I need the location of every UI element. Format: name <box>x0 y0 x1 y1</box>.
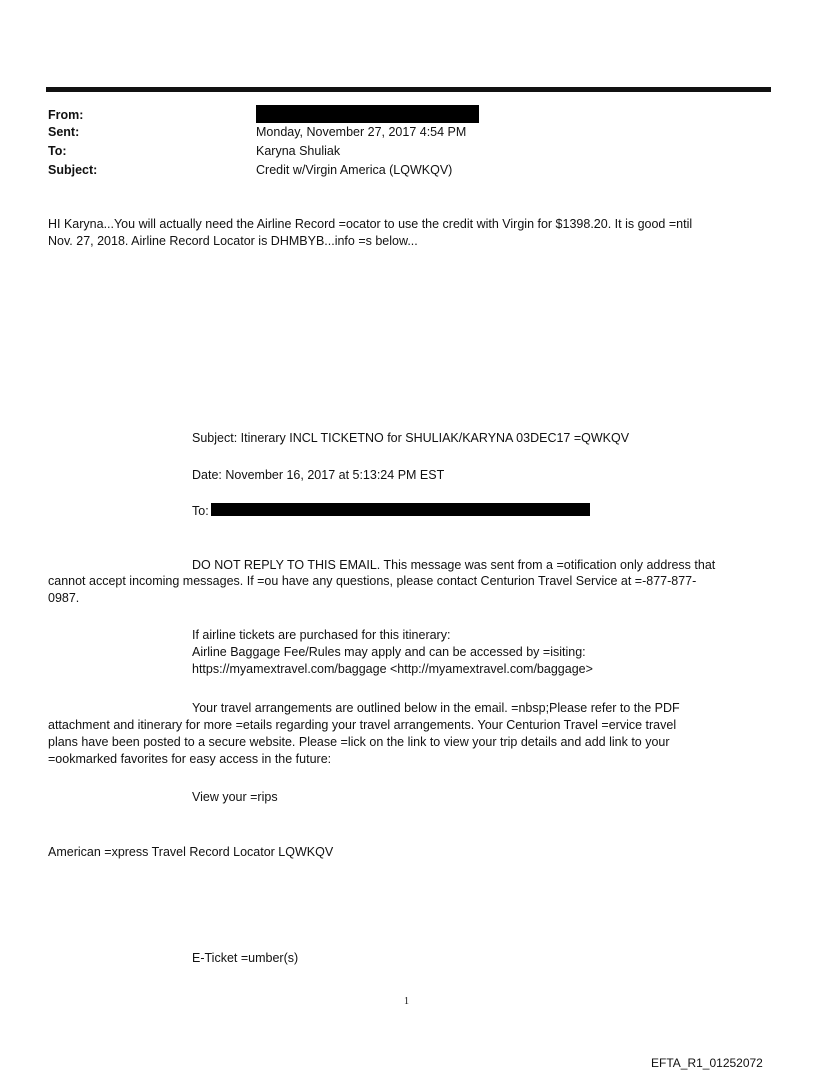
noreply-line-3: 0987. <box>48 591 80 605</box>
forwarded-to-label: To: <box>192 504 209 518</box>
redacted-sender <box>256 105 479 123</box>
noreply-line-1: DO NOT REPLY TO THIS EMAIL. This message was sent from a =otification only address that <box>192 558 716 572</box>
to-label: To: <box>48 144 67 158</box>
baggage-line-3: https://myamextravel.com/baggage <http://myamextravel.com/baggage> <box>192 662 593 676</box>
baggage-line-1: If airline tickets are purchased for this itinerary: <box>192 628 451 642</box>
travel-line-3: plans have been posted to a secure website. Please =lick on the link to view your trip details and add link to your <box>48 735 670 749</box>
document-id: EFTA_R1_01252072 <box>651 1056 763 1070</box>
record-locator: American =xpress Travel Record Locator LQWKQV <box>48 845 334 859</box>
to-value: Karyna Shuliak <box>256 144 341 158</box>
page-number: 1 <box>404 996 409 1007</box>
view-trips-link: View your =rips <box>192 790 278 804</box>
sent-value: Monday, November 27, 2017 4:54 PM <box>256 125 467 139</box>
from-label: From: <box>48 108 84 122</box>
noreply-line-2: cannot accept incoming messages. If =ou have any questions, please contact Centurion Travel Service at =-877-877- <box>48 574 697 588</box>
travel-line-2: attachment and itinerary for more =etails regarding your travel arrangements. Your Centurion Travel =ervice travel <box>48 718 677 732</box>
subject-value: Credit w/Virgin America (LQWKQV) <box>256 163 453 177</box>
forwarded-date: Date: November 16, 2017 at 5:13:24 PM EST <box>192 468 445 482</box>
subject-label: Subject: <box>48 163 98 177</box>
intro-line-2: Nov. 27, 2018. Airline Record Locator is DHMBYB...info =s below... <box>48 234 418 248</box>
travel-line-4: =ookmarked favorites for easy access in the future: <box>48 752 332 766</box>
intro-line-1: HI Karyna...You will actually need the Airline Record =ocator to use the credit with Virgin for $1398.20. It is good =ntil <box>48 217 693 231</box>
header-rule <box>46 87 771 92</box>
sent-label: Sent: <box>48 125 80 139</box>
baggage-line-2: Airline Baggage Fee/Rules may apply and can be accessed by =isiting: <box>192 645 586 659</box>
travel-line-1: Your travel arrangements are outlined below in the email. =nbsp;Please refer to the PDF <box>192 701 680 715</box>
eticket-numbers: E-Ticket =umber(s) <box>192 951 299 965</box>
forwarded-subject: Subject: Itinerary INCL TICKETNO for SHULIAK/KARYNA 03DEC17 =QWKQV <box>192 431 630 445</box>
redacted-recipient <box>211 503 590 516</box>
